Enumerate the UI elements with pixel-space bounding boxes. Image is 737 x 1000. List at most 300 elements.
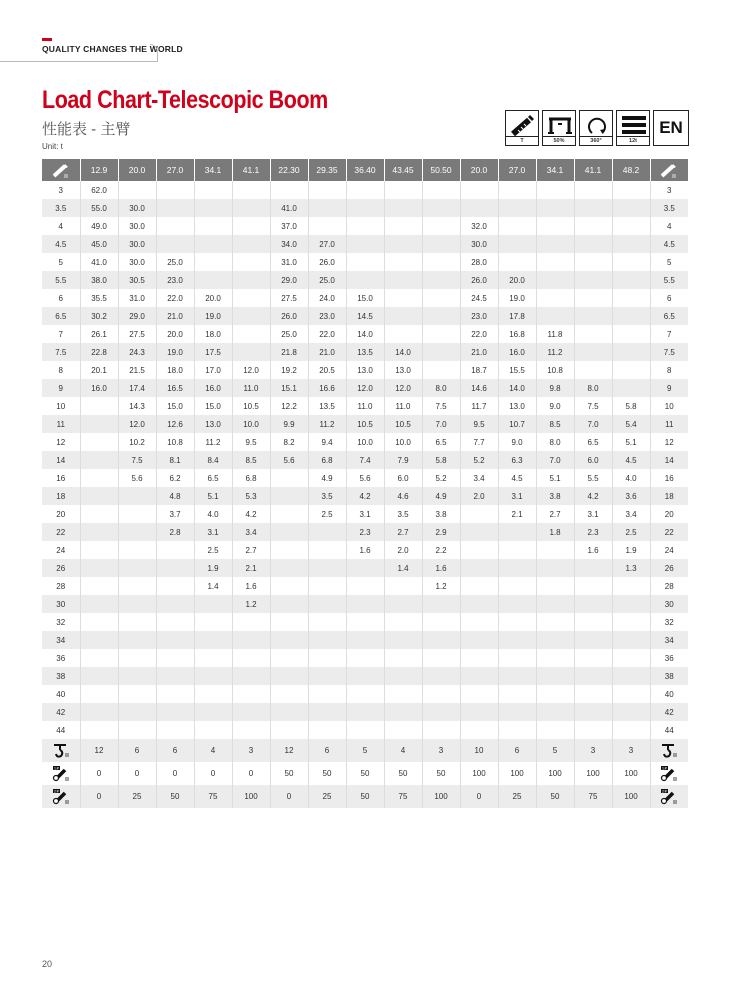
load-cell — [270, 703, 308, 721]
load-cell: 6.8 — [308, 451, 346, 469]
radius-cell: 5.5 — [650, 271, 688, 289]
load-cell: 3.1 — [574, 505, 612, 523]
load-cell: 18.0 — [194, 325, 232, 343]
load-cell: 16.0 — [194, 379, 232, 397]
radius-cell: 30 — [650, 595, 688, 613]
radius-cell: 16 — [42, 469, 80, 487]
load-cell — [346, 649, 384, 667]
load-cell — [270, 595, 308, 613]
load-cell: 30.0 — [460, 235, 498, 253]
boom-length-header: 20.0 — [460, 159, 498, 181]
table-row — [42, 217, 688, 235]
table-row — [42, 361, 688, 379]
load-cell: 3.8 — [536, 487, 574, 505]
load-cell — [80, 505, 118, 523]
load-cell: 11.2 — [194, 433, 232, 451]
load-cell: 15.1 — [270, 379, 308, 397]
load-cell — [270, 577, 308, 595]
load-cell — [308, 721, 346, 739]
load-cell: 9.9 — [270, 415, 308, 433]
load-cell — [574, 271, 612, 289]
load-cell: 10.7 — [498, 415, 536, 433]
load-cell — [156, 181, 194, 199]
radius-cell: 38 — [42, 667, 80, 685]
footer-value-cell: 6 — [498, 739, 536, 762]
radius-cell: 20 — [664, 509, 674, 519]
load-cell: 1.2 — [422, 577, 460, 595]
load-cell: 2.0 — [384, 541, 422, 559]
load-cell — [460, 613, 498, 631]
load-cell — [536, 559, 574, 577]
boom-length-header: 43.45 — [384, 159, 422, 181]
load-cell: 22.0 — [308, 325, 346, 343]
load-cell — [80, 667, 118, 685]
load-cell: 27.5 — [118, 325, 156, 343]
radius-cell: 9 — [650, 379, 688, 397]
telescope-1-icon — [52, 766, 70, 782]
load-cell: 2.9 — [422, 523, 460, 541]
load-cell — [270, 469, 308, 487]
load-cell — [80, 613, 118, 631]
load-cell — [422, 307, 460, 325]
load-cell: 26.0 — [308, 253, 346, 271]
load-cell: 12.2 — [270, 397, 308, 415]
load-cell: 29.0 — [118, 307, 156, 325]
load-cell: 12.0 — [118, 415, 156, 433]
load-cell — [232, 271, 270, 289]
load-cell — [80, 415, 118, 433]
radius-cell: 7 — [42, 325, 80, 343]
boom-length-header: 20.0 — [118, 159, 156, 181]
load-cell: 14.5 — [346, 307, 384, 325]
load-cell — [232, 667, 270, 685]
load-cell: 2.0 — [460, 487, 498, 505]
load-cell: 55.0 — [80, 199, 118, 217]
radius-cell: 32 — [42, 613, 80, 631]
load-cell — [536, 181, 574, 199]
load-cell — [612, 721, 650, 739]
load-cell: 5.1 — [612, 433, 650, 451]
radius-cell: 3 — [42, 181, 80, 199]
load-cell: 3.6 — [612, 487, 650, 505]
footer-value-cell: 4 — [194, 739, 232, 762]
footer-value-cell: 3 — [422, 739, 460, 762]
load-cell: 38.0 — [80, 271, 118, 289]
load-cell: 3.4 — [232, 523, 270, 541]
load-cell: 26.1 — [80, 325, 118, 343]
load-cell: 1.4 — [194, 577, 232, 595]
load-cell — [574, 685, 612, 703]
load-cell — [232, 613, 270, 631]
footer-value-cell: 5 — [536, 739, 574, 762]
load-cell: 14.6 — [460, 379, 498, 397]
load-cell — [460, 199, 498, 217]
load-cell — [574, 595, 612, 613]
load-cell: 21.0 — [156, 307, 194, 325]
load-cell — [346, 595, 384, 613]
load-cell — [574, 217, 612, 235]
boom-radius-icon — [52, 163, 70, 178]
load-cell: 11.0 — [232, 379, 270, 397]
load-cell: 20.1 — [80, 361, 118, 379]
load-cell — [270, 667, 308, 685]
load-cell — [232, 685, 270, 703]
load-cell: 1.9 — [194, 559, 232, 577]
radius-cell: 6.5 — [42, 307, 80, 325]
footer-value-cell: 0 — [156, 762, 194, 785]
load-cell — [536, 271, 574, 289]
load-cell — [156, 235, 194, 253]
table-row — [42, 685, 688, 703]
load-cell: 27.0 — [308, 235, 346, 253]
load-cell — [346, 721, 384, 739]
table-row — [42, 307, 688, 325]
load-cell: 16.8 — [498, 325, 536, 343]
load-cell — [498, 613, 536, 631]
load-cell: 15.0 — [346, 289, 384, 307]
table-row — [42, 289, 688, 307]
load-cell: 18.0 — [156, 361, 194, 379]
load-cell — [536, 667, 574, 685]
load-cell: 4.2 — [346, 487, 384, 505]
load-cell: 6.3 — [498, 451, 536, 469]
load-cell: 16.0 — [80, 379, 118, 397]
load-cell — [612, 271, 650, 289]
load-cell — [574, 721, 612, 739]
load-cell — [612, 667, 650, 685]
outrigger-icon — [547, 114, 573, 136]
load-cell: 49.0 — [80, 217, 118, 235]
load-cell — [118, 721, 156, 739]
load-cell — [574, 667, 612, 685]
load-cell: 30.0 — [118, 199, 156, 217]
load-cell — [308, 667, 346, 685]
load-cell — [308, 631, 346, 649]
outrigger-condition: 50% — [542, 110, 576, 146]
load-cell: 5.1 — [194, 487, 232, 505]
load-cell: 2.3 — [574, 523, 612, 541]
svg-text:1#: 1# — [662, 765, 668, 770]
load-cell — [308, 541, 346, 559]
load-cell: 5.8 — [612, 397, 650, 415]
load-cell — [232, 253, 270, 271]
load-cell — [194, 703, 232, 721]
load-cell — [422, 361, 460, 379]
load-cell: 12.0 — [346, 379, 384, 397]
table-row — [42, 415, 688, 433]
load-cell — [118, 685, 156, 703]
load-cell: 17.4 — [118, 379, 156, 397]
load-cell — [384, 271, 422, 289]
boom-length-header: 27.0 — [156, 159, 194, 181]
boom-length-header: 29.35 — [308, 159, 346, 181]
telescope-1-icon — [660, 766, 678, 782]
footer-icon-cell — [42, 785, 80, 808]
load-cell — [232, 649, 270, 667]
load-cell — [574, 361, 612, 379]
load-cell: 13.0 — [384, 361, 422, 379]
radius-cell: 4.5 — [42, 235, 80, 253]
load-cell — [156, 667, 194, 685]
load-chart-table — [42, 159, 688, 808]
load-cell — [118, 541, 156, 559]
load-cell — [194, 649, 232, 667]
radius-cell: 5.5 — [42, 271, 80, 289]
load-cell — [460, 181, 498, 199]
footer-value-cell: 12 — [80, 739, 118, 762]
load-cell — [422, 721, 460, 739]
footer-value-cell: 0 — [118, 762, 156, 785]
load-cell — [574, 649, 612, 667]
load-cell: 9.4 — [308, 433, 346, 451]
load-cell — [194, 595, 232, 613]
load-cell — [232, 217, 270, 235]
table-row — [42, 631, 688, 649]
radius-cell: 16 — [664, 473, 674, 483]
load-cell — [574, 307, 612, 325]
load-cell: 5.4 — [612, 415, 650, 433]
load-cell: 5.3 — [232, 487, 270, 505]
load-cell: 8.0 — [574, 379, 612, 397]
load-cell — [460, 595, 498, 613]
load-cell: 8.2 — [270, 433, 308, 451]
load-cell — [498, 217, 536, 235]
load-cell — [80, 577, 118, 595]
load-cell — [422, 271, 460, 289]
load-cell — [156, 613, 194, 631]
load-cell: 2.7 — [536, 505, 574, 523]
table-row — [42, 541, 688, 559]
load-cell — [384, 721, 422, 739]
load-cell: 16.0 — [498, 343, 536, 361]
load-cell: 16.6 — [308, 379, 346, 397]
load-cell — [612, 253, 650, 271]
load-cell: 11.0 — [384, 397, 422, 415]
load-cell — [156, 577, 194, 595]
radius-cell: 7 — [667, 329, 672, 339]
load-cell — [118, 487, 156, 505]
load-cell — [80, 451, 118, 469]
load-cell: 5.2 — [422, 469, 460, 487]
table-row — [42, 523, 688, 541]
load-cell — [384, 307, 422, 325]
load-cell: 5.5 — [574, 469, 612, 487]
load-cell: 18.7 — [460, 361, 498, 379]
load-cell — [80, 649, 118, 667]
load-cell — [194, 253, 232, 271]
radius-cell: 22 — [42, 523, 80, 541]
load-cell — [422, 649, 460, 667]
load-cell — [270, 559, 308, 577]
footer-value-cell: 25 — [308, 785, 346, 808]
boom-length-header: 41.1 — [574, 159, 612, 181]
load-cell: 3.1 — [346, 505, 384, 523]
radius-cell: 42 — [650, 703, 688, 721]
load-cell: 24.5 — [460, 289, 498, 307]
load-cell: 4.0 — [612, 469, 650, 487]
load-cell — [460, 685, 498, 703]
footer-icon-cell — [650, 762, 688, 785]
load-cell: 1.6 — [574, 541, 612, 559]
radius-cell: 38 — [650, 667, 688, 685]
load-cell — [536, 685, 574, 703]
load-cell — [118, 595, 156, 613]
brand-accent-bar — [42, 38, 52, 41]
load-cell: 16.5 — [156, 379, 194, 397]
load-cell: 23.0 — [156, 271, 194, 289]
load-cell — [612, 379, 650, 397]
load-cell: 31.0 — [270, 253, 308, 271]
load-cell — [536, 703, 574, 721]
load-cell — [80, 433, 118, 451]
load-cell: 30.0 — [118, 253, 156, 271]
footer-value-cell: 50 — [346, 762, 384, 785]
load-cell — [536, 613, 574, 631]
load-cell — [536, 631, 574, 649]
radius-cell: 42 — [42, 703, 80, 721]
load-cell: 31.0 — [118, 289, 156, 307]
load-cell: 10.0 — [384, 433, 422, 451]
load-cell: 19.0 — [194, 307, 232, 325]
load-cell: 25.0 — [156, 253, 194, 271]
load-cell — [384, 253, 422, 271]
load-cell: 12.0 — [232, 361, 270, 379]
load-cell: 3.8 — [422, 505, 460, 523]
load-cell — [422, 667, 460, 685]
load-cell — [498, 253, 536, 271]
load-cell: 4.5 — [612, 451, 650, 469]
footer-value-cell: 0 — [270, 785, 308, 808]
load-cell: 2.3 — [346, 523, 384, 541]
footer-icon-cell — [650, 739, 688, 762]
load-cell — [612, 631, 650, 649]
load-cell — [156, 541, 194, 559]
load-cell: 25.0 — [270, 325, 308, 343]
footer-value-cell: 100 — [612, 785, 650, 808]
load-cell — [384, 181, 422, 199]
load-cell: 1.6 — [422, 559, 460, 577]
load-cell: 11.2 — [536, 343, 574, 361]
table-footer-row — [42, 785, 688, 808]
table-row — [42, 181, 688, 199]
load-cell — [118, 703, 156, 721]
radius-cell: 22 — [650, 523, 688, 541]
load-cell: 2.1 — [498, 505, 536, 523]
load-cell — [574, 703, 612, 721]
radius-cell: 8 — [667, 365, 672, 375]
load-cell — [422, 289, 460, 307]
radius-cell: 5 — [42, 253, 80, 271]
load-cell: 2.1 — [232, 559, 270, 577]
load-cell — [156, 559, 194, 577]
load-cell — [156, 217, 194, 235]
counterweight-condition: T — [505, 110, 539, 146]
load-cell — [536, 721, 574, 739]
page-subtitle: 性能表 - 主臂 — [42, 121, 131, 138]
load-cell — [308, 199, 346, 217]
load-cell — [308, 685, 346, 703]
load-cell: 3.4 — [460, 469, 498, 487]
radius-cell: 40 — [664, 689, 674, 699]
load-cell — [574, 289, 612, 307]
telescope-2-icon — [660, 789, 678, 805]
load-cell — [346, 703, 384, 721]
load-cell — [422, 325, 460, 343]
radius-cell: 3.5 — [42, 199, 80, 217]
radius-cell: 10 — [42, 397, 80, 415]
load-cell — [536, 595, 574, 613]
footer-value-cell: 50 — [422, 762, 460, 785]
load-cell: 13.0 — [194, 415, 232, 433]
radius-cell: 11 — [650, 415, 688, 433]
load-cell — [270, 631, 308, 649]
load-cell — [536, 649, 574, 667]
load-cell: 13.5 — [308, 397, 346, 415]
footer-value-cell: 0 — [80, 762, 118, 785]
table-row — [42, 703, 688, 721]
load-cell — [270, 523, 308, 541]
table-row — [42, 559, 688, 577]
load-cell — [536, 289, 574, 307]
load-cell — [346, 559, 384, 577]
footer-value-cell: 100 — [612, 762, 650, 785]
radius-cell: 14 — [650, 451, 688, 469]
load-cell — [574, 613, 612, 631]
load-cell — [118, 631, 156, 649]
load-cell: 6.2 — [156, 469, 194, 487]
load-cell — [270, 721, 308, 739]
table-row — [42, 721, 688, 739]
load-cell: 10.5 — [346, 415, 384, 433]
load-cell — [536, 577, 574, 595]
load-cell — [270, 685, 308, 703]
radius-cell: 24 — [42, 541, 80, 559]
load-cell — [612, 703, 650, 721]
load-cell: 21.8 — [270, 343, 308, 361]
table-row — [42, 235, 688, 253]
load-cell — [232, 721, 270, 739]
load-cell — [156, 685, 194, 703]
load-cell — [308, 523, 346, 541]
page-title: Load Chart-Telescopic Boom — [42, 86, 328, 114]
load-cell — [308, 595, 346, 613]
load-cell: 3.4 — [612, 505, 650, 523]
radius-cell: 34 — [42, 631, 80, 649]
load-cell — [384, 685, 422, 703]
load-cell: 3.1 — [498, 487, 536, 505]
radius-cell: 9 — [42, 379, 80, 397]
load-cell: 6.0 — [574, 451, 612, 469]
load-cell: 8.5 — [232, 451, 270, 469]
load-cell: 9.5 — [460, 415, 498, 433]
table-row — [42, 595, 688, 613]
radius-cell: 18 — [42, 487, 80, 505]
radius-cell: 12 — [664, 437, 674, 447]
load-cell — [346, 181, 384, 199]
hook-icon — [52, 743, 70, 759]
load-cell — [270, 181, 308, 199]
load-cell — [232, 289, 270, 307]
load-cell — [270, 541, 308, 559]
load-cell — [232, 343, 270, 361]
load-cell: 7.4 — [346, 451, 384, 469]
load-cell: 10.0 — [232, 415, 270, 433]
load-cell: 35.5 — [80, 289, 118, 307]
load-cell — [612, 325, 650, 343]
load-cell: 7.5 — [574, 397, 612, 415]
load-cell: 2.5 — [308, 505, 346, 523]
footer-value-cell: 50 — [270, 762, 308, 785]
